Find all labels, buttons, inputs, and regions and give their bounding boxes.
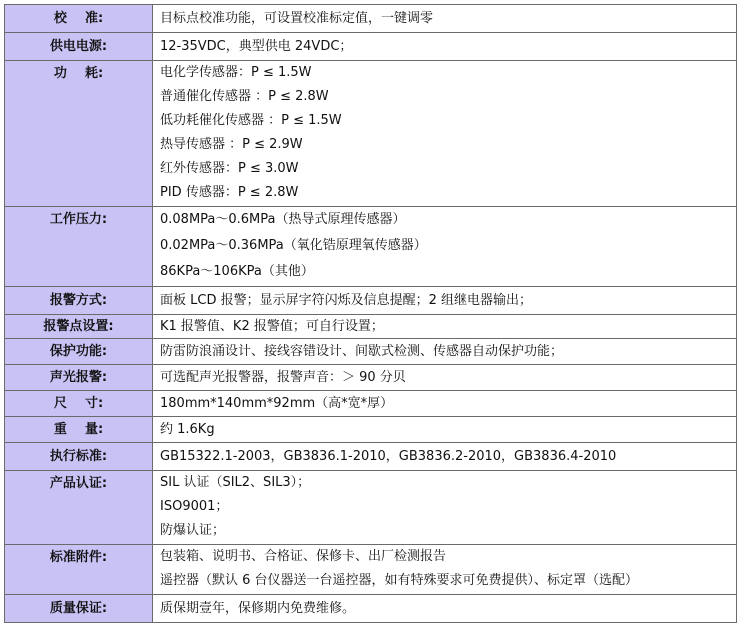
spec-label: 供电电源: — [49, 39, 108, 54]
spec-label-cell — [5, 471, 153, 545]
spec-value-cell — [153, 61, 737, 207]
spec-label-cell — [5, 287, 153, 315]
spec-value-cell — [153, 5, 737, 33]
spec-row — [5, 545, 737, 595]
spec-label: 执行标准: — [49, 449, 108, 464]
spec-value-line: PID 传感器：P ≤ 2.8W — [160, 185, 299, 200]
spec-value-line: 防雷防浪涌设计、接线容错设计、间歇式检测、传感器自动保护功能； — [160, 344, 564, 359]
spec-row — [5, 33, 737, 61]
spec-row — [5, 471, 737, 545]
spec-value-line: 遥控器（默认 6 台仪器送一台遥控器，如有特殊要求可免费提供）、标定罩（选配） — [160, 573, 639, 588]
spec-value-cell — [153, 545, 737, 595]
spec-value-line: 86KPa～106KPa（其他） — [160, 264, 314, 279]
spec-label-cell — [5, 545, 153, 595]
spec-value-line: 包装箱、说明书、合格证、保修卡、出厂检测报告 — [160, 549, 447, 564]
spec-row — [5, 5, 737, 33]
spec-value-cell — [153, 207, 737, 287]
spec-table-body — [5, 5, 737, 623]
spec-value-cell — [153, 443, 737, 471]
spec-value-line: 电化学传感器：P ≤ 1.5W — [160, 65, 312, 80]
spec-value-cell — [153, 391, 737, 417]
spec-row — [5, 61, 737, 207]
spec-label-cell — [5, 365, 153, 391]
spec-value-cell — [153, 595, 737, 623]
spec-row — [5, 365, 737, 391]
spec-value-line: 12-35VDC，典型供电 24VDC； — [160, 39, 353, 54]
spec-label-cell — [5, 5, 153, 33]
spec-value-cell — [153, 315, 737, 339]
spec-value-cell — [153, 339, 737, 365]
spec-label: 标准附件: — [49, 550, 108, 565]
spec-label-cell — [5, 315, 153, 339]
spec-label-cell — [5, 207, 153, 287]
spec-label-cell — [5, 417, 153, 443]
spec-value-line: 低功耗催化传感器 ：P ≤ 1.5W — [160, 113, 342, 128]
spec-value-line: 0.08MPa～0.6MPa（热导式原理传感器） — [160, 212, 406, 227]
spec-label-cell — [5, 33, 153, 61]
spec-label: 工作压力: — [49, 212, 108, 227]
spec-label: 保护功能: — [49, 344, 108, 359]
spec-value-line: 可选配声光报警器，报警声音：＞ 90 分贝 — [160, 370, 406, 385]
spec-row — [5, 287, 737, 315]
spec-row — [5, 315, 737, 339]
spec-value-line: 质保期壹年，保修期内免费维修。 — [160, 601, 356, 616]
spec-value-line: 红外传感器：P ≤ 3.0W — [160, 161, 299, 176]
spec-label: 报警点设置: — [43, 319, 114, 334]
spec-label: 重 量: — [53, 422, 104, 437]
spec-value-cell — [153, 33, 737, 61]
spec-label: 尺 寸: — [53, 396, 104, 411]
spec-value-cell — [153, 287, 737, 315]
spec-label: 质量保证: — [49, 601, 108, 616]
spec-value-line: 面板 LCD 报警；显示屏字符闪烁及信息提醒；2 组继电器输出； — [160, 293, 532, 308]
spec-label-cell — [5, 61, 153, 207]
spec-value-line: 防爆认证； — [160, 523, 226, 538]
spec-label: 报警方式: — [49, 293, 108, 308]
spec-label: 校 准: — [53, 11, 104, 26]
spec-value-cell — [153, 417, 737, 443]
spec-value-line: GB15322.1-2003，GB3836.1-2010，GB3836.2-2010，GB3836.4-2010 — [160, 449, 617, 464]
spec-label-cell — [5, 595, 153, 623]
spec-row — [5, 595, 737, 623]
spec-value-line: 热导传感器 ：P ≤ 2.9W — [160, 137, 303, 152]
spec-row — [5, 339, 737, 365]
spec-value-cell — [153, 365, 737, 391]
spec-value-line: 180mm*140mm*92mm（高*宽*厚） — [160, 396, 394, 411]
spec-value-line: 0.02MPa～0.36MPa（氧化锆原理氧传感器） — [160, 238, 427, 253]
spec-table — [4, 4, 737, 623]
spec-value-line: K1 报警值、K2 报警值；可自行设置； — [160, 319, 384, 334]
spec-row — [5, 443, 737, 471]
spec-label-cell — [5, 443, 153, 471]
spec-value-cell — [153, 471, 737, 545]
spec-label: 功 耗: — [53, 66, 104, 81]
spec-label: 声光报警: — [49, 370, 108, 385]
spec-label: 产品认证: — [49, 476, 108, 491]
spec-label-cell — [5, 339, 153, 365]
spec-value-line: ISO9001； — [160, 499, 229, 514]
spec-row — [5, 207, 737, 287]
spec-value-line: 约 1.6Kg — [160, 422, 215, 437]
spec-value-line: SIL 认证（SIL2、SIL3）； — [160, 475, 311, 490]
spec-value-line: 目标点校准功能，可设置校准标定值，一键调零 — [160, 11, 434, 26]
spec-label-cell — [5, 391, 153, 417]
spec-value-line: 普通催化传感器 ：P ≤ 2.8W — [160, 89, 329, 104]
spec-row — [5, 391, 737, 417]
spec-row — [5, 417, 737, 443]
